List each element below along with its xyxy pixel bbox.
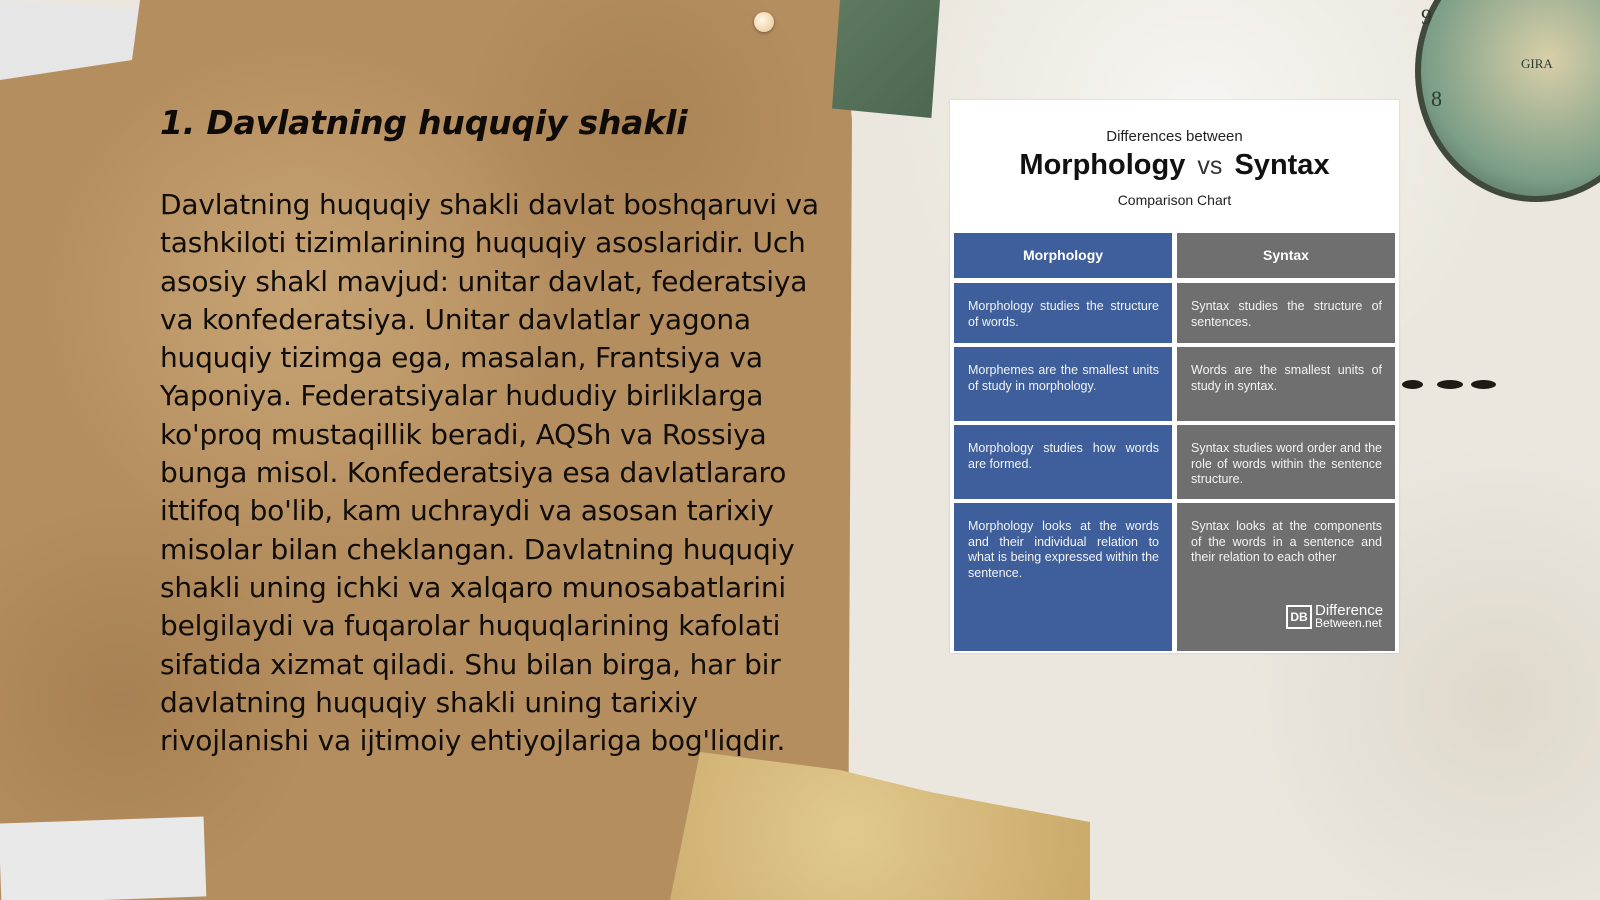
infographic-title xyxy=(950,149,1399,182)
logo-line: Between.net xyxy=(1315,616,1382,630)
chart-label: Comparison Chart xyxy=(1117,192,1232,208)
morphology-cell: Morphology looks at the words and their individual relation to what is being expressed within the sentence. xyxy=(954,503,1172,651)
morphology-cell: Morphology studies the structure of words. xyxy=(954,283,1172,343)
clock-number: 9 xyxy=(1421,4,1432,29)
morphology-cell: Morphemes are the smallest units of study in morphology. xyxy=(954,347,1172,421)
header-morphology: Morphology xyxy=(954,233,1172,278)
title-morphology: Morphology xyxy=(1019,149,1186,181)
dash-mark xyxy=(1402,380,1423,389)
syntax-cell: Syntax studies word order and the role of words within the sentence structure. xyxy=(1177,425,1395,499)
header-syntax: Syntax xyxy=(1177,233,1395,278)
syntax-cell: Syntax studies the structure of sentences. xyxy=(1177,283,1395,343)
syntax-cell: Syntax looks at the components of the words in a sentence and their relation to each other xyxy=(1177,503,1395,651)
title-syntax: Syntax xyxy=(1234,149,1330,181)
torn-paper-bottom-left xyxy=(0,816,206,900)
green-tape-decoration xyxy=(832,0,940,118)
logo-mark: DB xyxy=(1286,605,1312,629)
comparison-infographic xyxy=(950,100,1399,653)
logo-line: Difference xyxy=(1315,602,1384,619)
infographic-subtitle: Differences between xyxy=(1106,128,1243,145)
clock-label: GIRA xyxy=(1521,56,1553,71)
clock-number: 8 xyxy=(1431,86,1442,111)
dash-mark xyxy=(1437,380,1463,389)
slide-body-text: Davlatning huquqiy shakli davlat boshqaruvi va tashkiloti tizimlarining huquqiy asoslaridir. Uch asosiy shakl mavjud: unitar davlat, federatsiya va konfederatsiya. Unitar davlatlar yagona huquqiy tizimga ega, masalan, Frantsiya va Yaponiya. Federatsiyalar hududiy birliklarga ko'proq mustaqillik beradi, AQSh va Rossiya bunga misol. Konfederatsiya esa davlatlararo ittifoq bo'lib, kam uchraydi va asosan tarixiy misolar bilan cheklangan. Davlatning huquqiy shakli uning ichki va xalqaro munosabatlarini belgilaydi va fuqarolar huquqlarining kafolati sifatida xizmat qiladi. Shu bilan birga, har bir davlatning huquqiy shakli uning tarixiy rivojlanishi va ijtimoiy ehtiyojlariga bog'liqdir. xyxy=(160,188,819,758)
logo-text xyxy=(1315,604,1383,630)
differencebetween-logo xyxy=(1286,604,1383,630)
title-vs: vs xyxy=(1197,152,1223,180)
syntax-cell: Words are the smallest units of study in syntax. xyxy=(1177,347,1395,421)
pin-icon xyxy=(754,12,774,32)
morphology-cell: Morphology studies how words are formed. xyxy=(954,425,1172,499)
dash-mark xyxy=(1471,380,1496,389)
slide-title: 1. Davlatning huquqiy shakli xyxy=(160,103,688,142)
